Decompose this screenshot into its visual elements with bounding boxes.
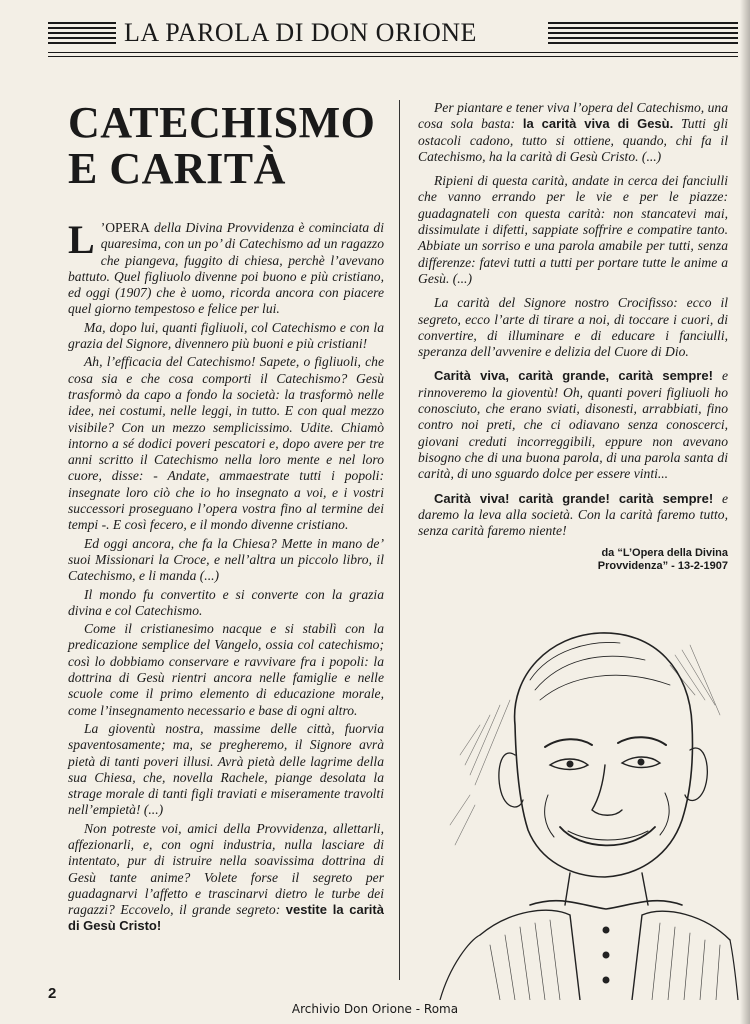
bold-phrase: la carità viva di Gesù. (522, 116, 674, 132)
paragraph: Ah, l’efficacia del Catechismo! Sapete, o figliuoli, che cosa sia e che cosa comporti il Catechismo? Gesù trasformò da capo a fondo la società: la trasformò nelle idee, nei costumi, nelle leggi, in tutto. E con qual mezzo visibile? Con un mezzo semplicissimo. Udite. Chiamò intorno a sé dodici poveri pescatori e, dopo avere per tre anni scritto il Catechismo nella loro mente e nel loro cuore, disse: - Andate, ammaestrate tutti i popoli: insegnate loro ciò che io ho insegnato a voi, e i vostri successori proseguano l’opera vostra fino al termine dei tempi -. E così fecero, e il mondo divenne cristiano. (68, 354, 384, 533)
source-line-1: da “L’Opera della Divina (601, 547, 728, 560)
right-column (418, 100, 728, 573)
paragraph (418, 368, 728, 482)
article-body-right (418, 100, 728, 539)
page-number: 2 (48, 985, 57, 1002)
paragraph: Ed oggi ancora, che fa la Chiesa? Mette in mano de’ suoi Missionari la Croce, e nell’altra un piccolo libro, il Catechismo, e li manda (...) (68, 535, 384, 584)
lead-word: ’OPERA (100, 220, 150, 235)
section-title: LA PAROLA DI DON ORIONE (124, 18, 477, 47)
header-rule-right (548, 22, 738, 44)
article-headline (68, 100, 384, 192)
paragraph-text: Non potreste voi, amici della Provvidenza, allettarli, affezionarli, e, con ogni industria, nulla lasciare di intentato, pur di istruire nella soavissima dottrina di Gesù tante anime? Volete forse il segreto per guadagnarvi l’affetto e trascinarvi dietro le turbe dei ragazzi? Eccovelo, il grande segreto: (68, 820, 384, 918)
portrait-illustration (420, 605, 740, 1000)
drop-cap: L (68, 217, 95, 262)
paragraph-text: Tutti gli ostacoli cadono, tutto si ottiene, quando, chi fa il Catechismo, ha la carità di Gesù Cristo. (...) (418, 116, 729, 164)
paragraph-text: Per piantare e tener viva l’opera del Catechismo, una cosa sola basta: (418, 100, 728, 132)
paragraph: Il mondo fu convertito e si converte con la grazia divina e col Catechismo. (68, 586, 384, 618)
left-column (68, 100, 384, 937)
paragraph (418, 100, 728, 165)
paragraph (418, 491, 728, 540)
header-underline (48, 52, 738, 57)
page-header (48, 14, 738, 56)
portrait-sketch (420, 605, 740, 1000)
column-divider (399, 100, 400, 980)
bold-phrase: vestite la carità di Gesù Cristo! (68, 902, 384, 934)
archive-caption: Archivio Don Orione - Roma (291, 1002, 459, 1016)
article-body-left (68, 217, 384, 935)
paragraph-text: e daremo la leva alla società. Con la carità faremo tutto, senza carità faremo niente! (418, 490, 729, 539)
paragraph-text: della Divina Provvidenza è cominciata di quaresima, con un po’ di Catechismo ad un ragazzo che piangeva, fuggito di chiesa, perchè l’avevano battuto. Quel figliuolo divenne poi buono e più cristiano, ed oggi (1907) che è uomo, ricorda ancora con piacere quel giorno tempestoso e felice per lui. (68, 220, 384, 317)
bold-phrase: Carità viva, carità grande, carità sempre! (434, 368, 713, 384)
source-line-2: Provvidenza” - 13-2-1907 (597, 560, 728, 573)
paragraph: Ripieni di questa carità, andate in cerca dei fanciulli che vanno errando per le vie e per le piazze: guadagnateli con questa carità: non stancatevi mai, dissimulate i difetti, sappiate soffrire e compatire tanto. Abbiate un sorriso e una parola amabile per tutti, senza differenze: fatevi tutti a tutti per portare tutte le anime a Gesù. (...) (418, 173, 728, 286)
paragraph: Come il cristianesimo nacque e si stabilì con la predicazione semplice del Vangelo, ossia col catechismo; così lo dobbiamo conservare e ravvivare fra i popoli: la dottrina di Gesù rientri ancora nelle famiglie e nelle scuole come il primo elemento di educazione morale, come l’insegnamento necessario e base di ogni altro. (68, 621, 384, 718)
headline-line-2: E CARITÀ (68, 144, 286, 193)
source-citation (418, 547, 728, 573)
paragraph: La carità del Signore nostro Crocifisso: ecco il segreto, ecco l’arte di tirare a noi, di toccare i cuori, di convertire, di illuminare e di educare i fanciulli, speranza dell’avvenire e delizia del Cuore di Dio. (418, 295, 728, 360)
paragraph (68, 821, 384, 935)
paragraph: Ma, dopo lui, quanti figliuoli, col Catechismo e con la grazia del Signore, divennero più buoni e più cristiani! (68, 319, 384, 352)
paragraph: La gioventù nostra, massime delle città, fuorvia spaventosamente; ma, se pregheremo, il Signore avrà pietà di tanti poveri illusi. Avrà pietà delle lagrime della sua Chiesa, che, novella Rachele, piange desolata la strage morale di tanti figli traviati e miseramente travolti nell’empietà! (...) (68, 720, 384, 818)
paragraph (68, 217, 384, 318)
page-edge-shadow (740, 0, 750, 1024)
paragraph-text: e rinnoveremo la gioventù! Oh, quanti poveri figliuoli ho conosciuto, che erano sviati, disonesti, arrabbiati, fino contro noi preti, che ci odiavano senza conoscerci, giovani creduti incorreggibili, eppure non avevano bisogno che di una buona parola, di una parola santa di carità, di uno sguardo dolce per essere vinti... (418, 368, 729, 482)
header-rule-left (48, 22, 116, 44)
headline-line-1: CATECHISMO (68, 98, 376, 147)
bold-phrase: Carità viva! carità grande! carità sempre! (434, 490, 714, 506)
